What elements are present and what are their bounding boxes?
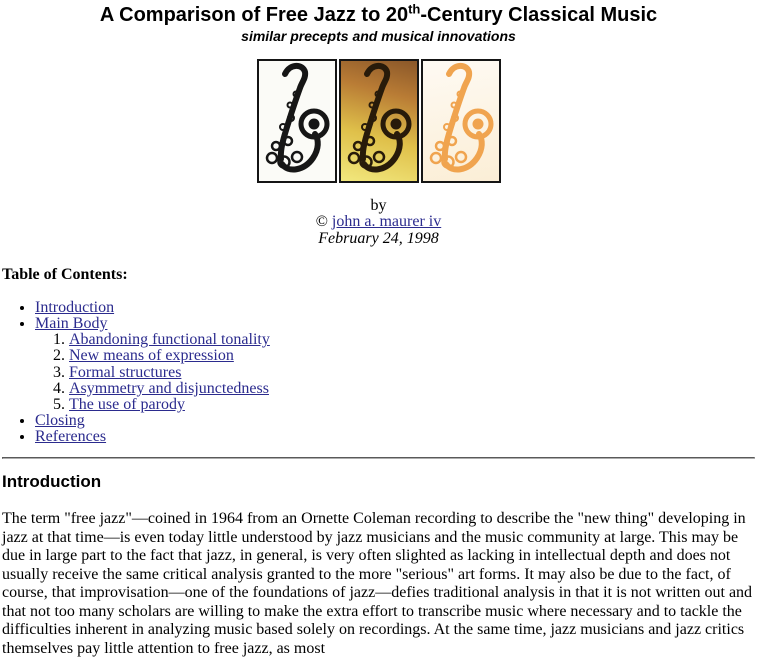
page-title-prefix: A Comparison of Free Jazz to 20 <box>99 4 409 26</box>
toc-link-closing[interactable]: Closing <box>35 411 85 429</box>
page-title-suffix: -Century Classical Music <box>420 4 658 26</box>
page-title-superscript: th <box>408 1 421 17</box>
toc-item-introduction <box>35 300 755 316</box>
saxophone-sketch-image <box>257 59 337 183</box>
toc-item-references <box>35 429 755 445</box>
toc-link-introduction[interactable]: Introduction <box>35 298 115 316</box>
saxophone-gold-image <box>339 59 419 183</box>
byline <box>2 198 755 247</box>
publication-date: February 24, 1998 <box>318 229 439 247</box>
page <box>0 1 757 657</box>
section-divider <box>2 457 755 459</box>
page-title <box>2 1 755 27</box>
toc-subitem <box>69 348 755 364</box>
toc-subitem <box>69 365 755 381</box>
byline-by-label: by <box>370 197 387 214</box>
toc-link-formal-structures[interactable]: Formal structures <box>69 363 182 381</box>
toc-link-asymmetry-and-disjunctedness[interactable]: Asymmetry and disjunctedness <box>69 379 269 397</box>
toc-sublist <box>35 332 755 413</box>
toc-link-abandoning-functional-tonality[interactable]: Abandoning functional tonality <box>69 331 270 349</box>
introduction-heading: Introduction <box>2 472 102 492</box>
toc-link-main-body[interactable]: Main Body <box>35 315 108 333</box>
toc-subitem <box>69 397 755 413</box>
saxophone-pale-image <box>421 59 501 183</box>
toc-heading: Table of Contents: <box>2 265 128 283</box>
copyright-symbol: © <box>315 213 328 231</box>
saxophone-icon <box>423 61 499 181</box>
saxophone-icon <box>341 61 417 181</box>
page-subtitle: similar precepts and musical innovations <box>241 28 516 44</box>
toc-item-main-body <box>35 316 755 413</box>
toc-subitem <box>69 381 755 397</box>
toc-link-new-means-of-expression[interactable]: New means of expression <box>69 347 234 365</box>
saxophone-icon <box>259 61 335 181</box>
saxophone-gallery <box>2 59 755 183</box>
toc-link-references[interactable]: References <box>35 428 107 446</box>
introduction-paragraph: The term "free jazz"—coined in 1964 from an Ornette Coleman recording to describe the "new thing" developing in jazz at that time—is even today little understood by jazz musicians and the music community at large. This may be due in large part to the fact that jazz, in general, is very often slighted as lacking in intellectual depth and does not usually receive the same critical analysis granted to the more "serious" art forms. It may also be due to the fact, of course, that improvisation—one of the foundations of jazz—defies traditional analysis in that it is not written out and that not too many scholars are willing to make the extra effort to transcribe music where necessary and to tackle the difficulties inherent in analyzing music based solely on recordings. At the same time, jazz musicians and jazz critics themselves pay little attention to free jazz, as most <box>2 510 753 657</box>
toc-link-the-use-of-parody[interactable]: The use of parody <box>69 395 185 413</box>
table-of-contents <box>2 300 755 445</box>
toc-subitem <box>69 332 755 348</box>
author-link[interactable]: john a. maurer iv <box>331 213 442 231</box>
byline-author-line <box>2 214 755 230</box>
toc-item-closing <box>35 413 755 429</box>
